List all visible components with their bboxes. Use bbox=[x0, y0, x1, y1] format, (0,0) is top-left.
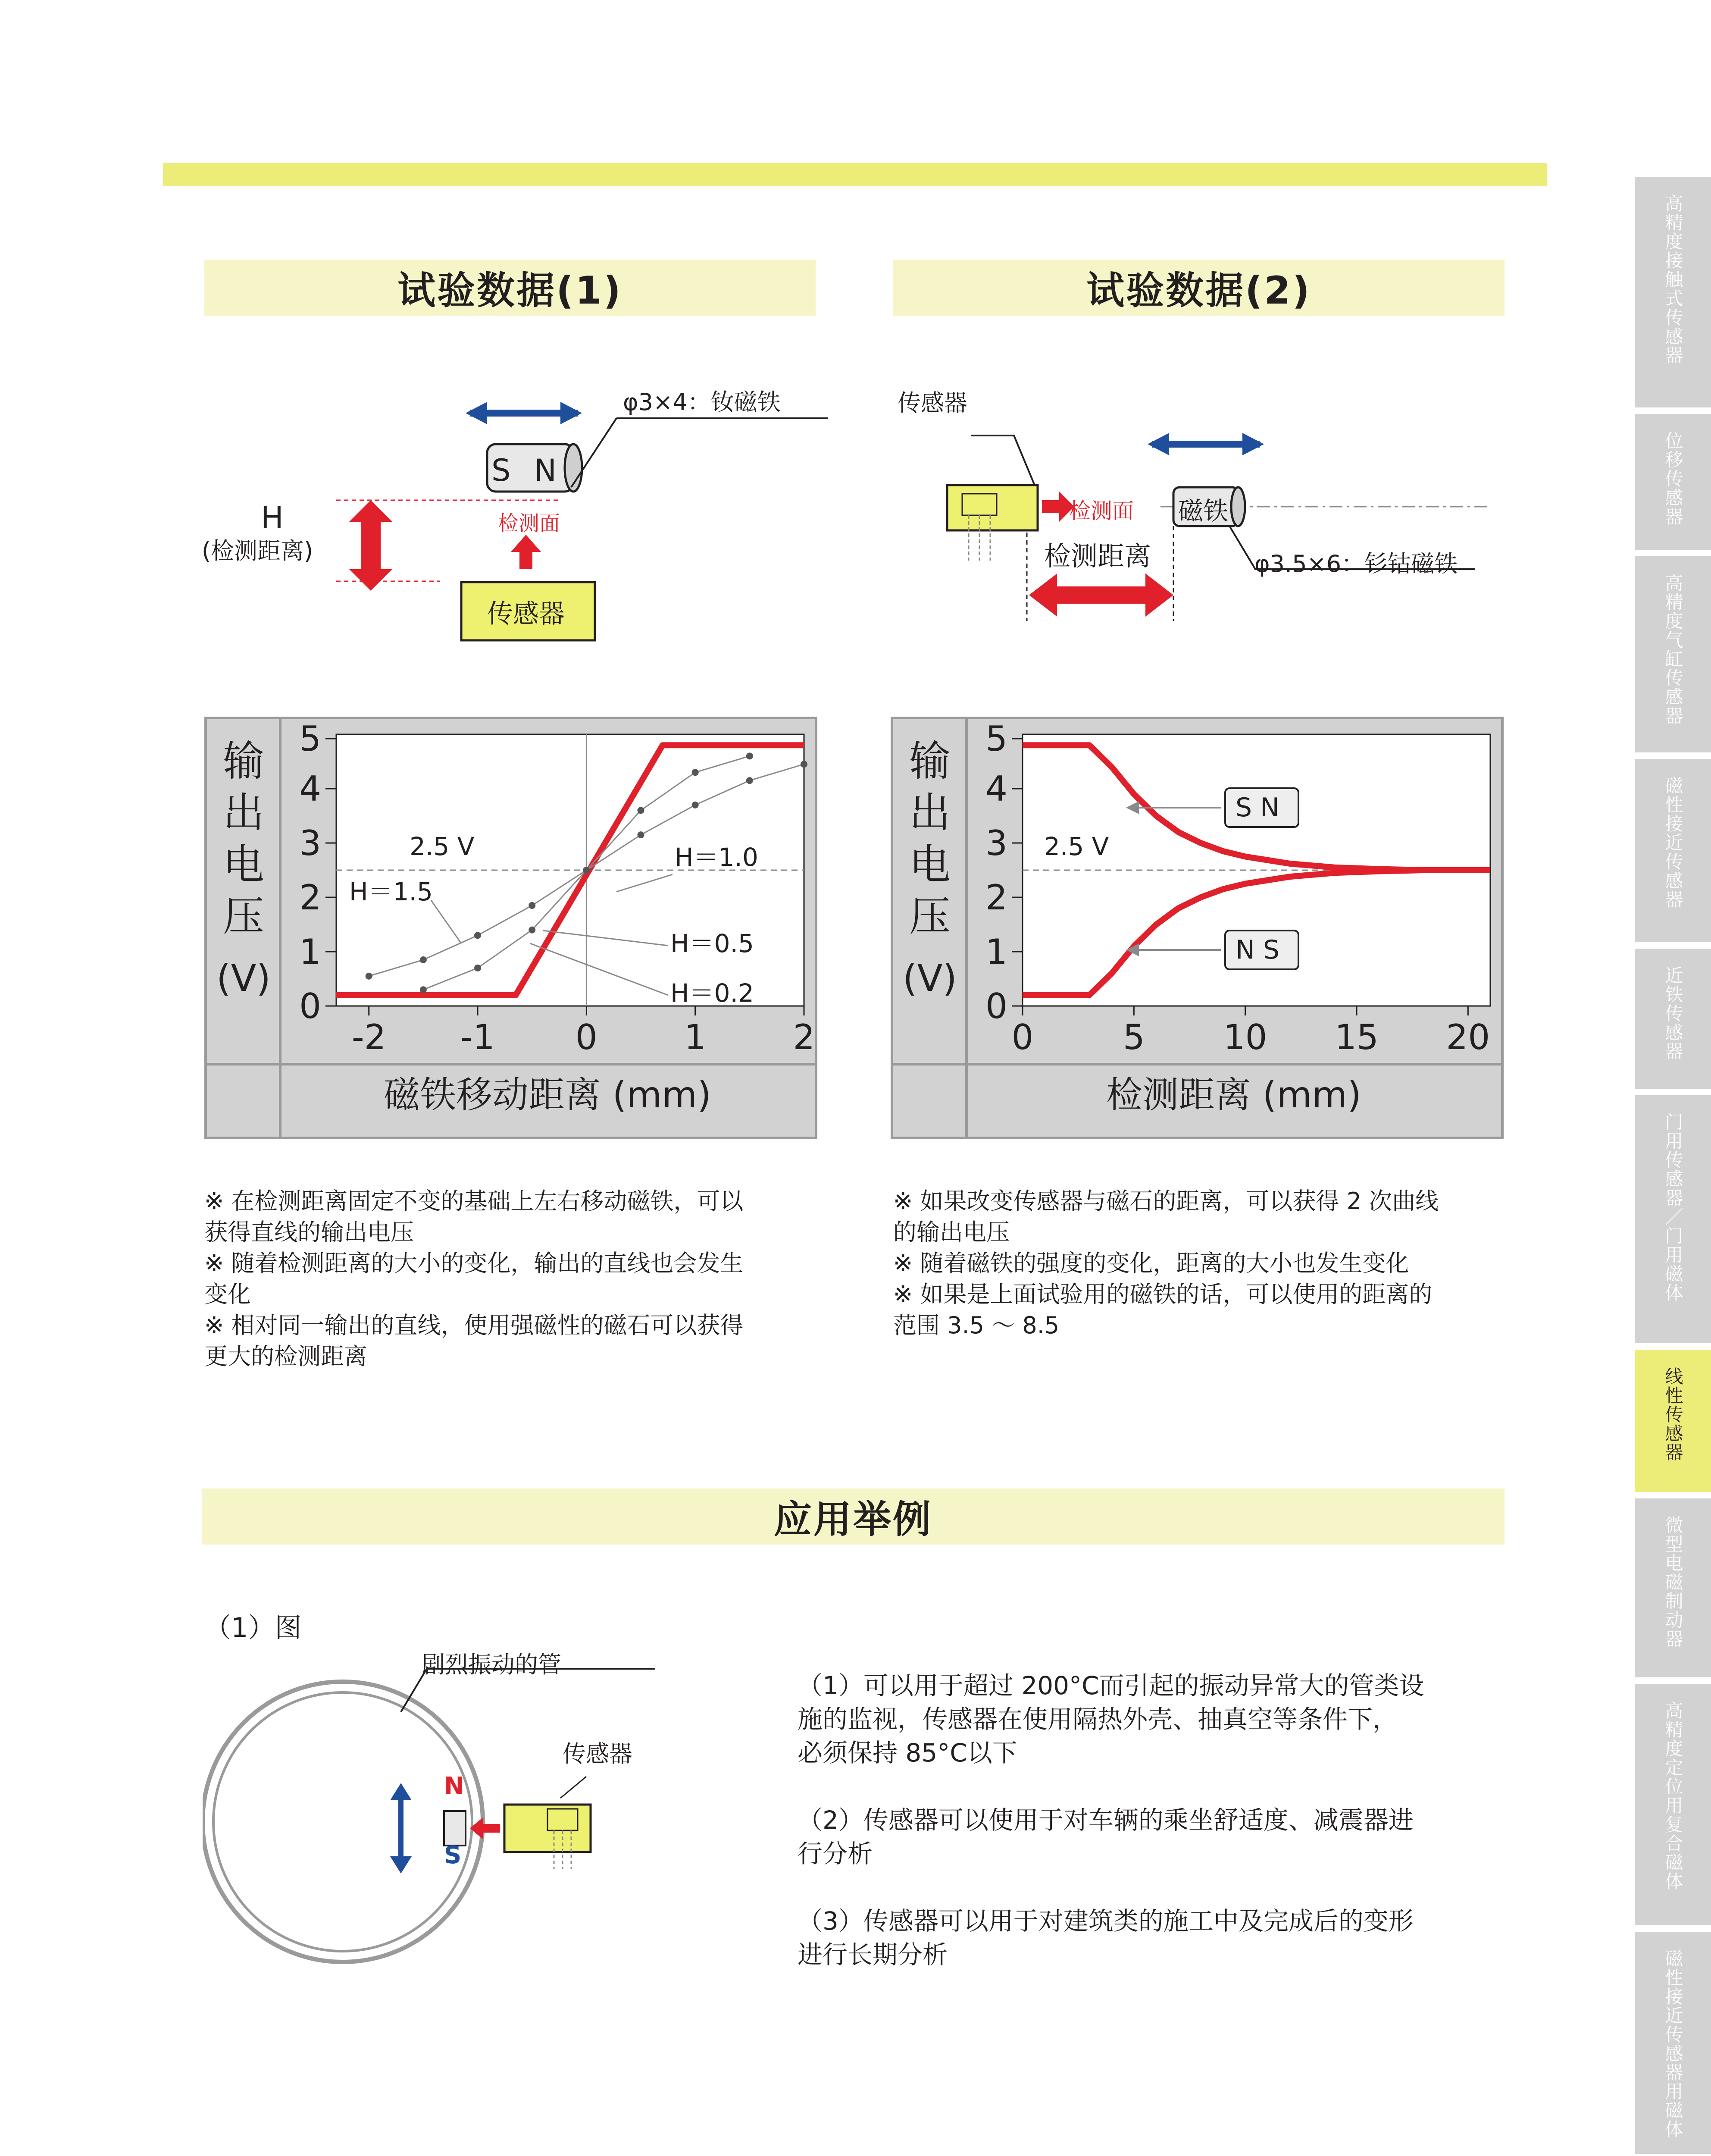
h-sub-label: (检测距离) bbox=[202, 537, 313, 564]
annotation-label: H＝1.5 bbox=[349, 877, 433, 906]
note-1-line: ※ 相对同一输出的直线，使用强磁性的磁石可以获得 bbox=[204, 1312, 744, 1339]
data-point bbox=[366, 973, 372, 980]
y-tick-label: 1 bbox=[985, 932, 1007, 972]
y-tick-label: 0 bbox=[299, 986, 321, 1026]
sidebar-item-label: 位移传感器 bbox=[1662, 431, 1684, 526]
application-item-line: 施的监视，传感器在使用隔热外壳、抽真空等条件下， bbox=[798, 1705, 1398, 1734]
chart-1 bbox=[204, 717, 817, 1139]
section-title-1-text: 试验数据(1) bbox=[397, 268, 622, 313]
sidebar-item[interactable] bbox=[1635, 1350, 1711, 1492]
chart-2-svg bbox=[893, 719, 1501, 1137]
pipe-inner bbox=[213, 1692, 472, 1951]
note-2-line: 范围 3.5 ～ 8.5 bbox=[893, 1312, 1060, 1339]
sidebar-item-label: 近铁传感器 bbox=[1662, 966, 1684, 1061]
sidebar-item[interactable] bbox=[1635, 1095, 1711, 1343]
reference-label: 2.5 V bbox=[1044, 832, 1109, 861]
x-tick-label: 20 bbox=[1446, 1017, 1490, 1057]
y-axis-label-char: 电 bbox=[223, 840, 264, 889]
application-item-line: 必须保持 85°C以下 bbox=[798, 1738, 1017, 1767]
section-title-2-text: 试验数据(2) bbox=[1086, 268, 1311, 313]
y-axis-label-char: 压 bbox=[223, 892, 264, 940]
legend-label: N S bbox=[1235, 935, 1280, 965]
data-point bbox=[692, 769, 699, 776]
data-point bbox=[529, 927, 535, 934]
sensor-2 bbox=[947, 485, 1038, 530]
data-point bbox=[746, 777, 753, 784]
data-point bbox=[801, 761, 807, 768]
x-axis-label: 检测距离 (mm) bbox=[1106, 1074, 1361, 1116]
chart-2 bbox=[891, 717, 1504, 1139]
note-2-line: ※ 如果改变传感器与磁石的距离，可以获得 2 次曲线 bbox=[893, 1188, 1439, 1215]
sidebar-item[interactable] bbox=[1635, 1684, 1711, 1925]
y-axis-label-char: 电 bbox=[909, 840, 951, 889]
sidebar-item[interactable] bbox=[1635, 1932, 1711, 2154]
distance-label: 检测距离 bbox=[1044, 540, 1151, 572]
y-axis-label-char: 输 bbox=[223, 737, 264, 785]
y-tick-label: 3 bbox=[299, 823, 321, 863]
sidebar-item-label: 磁性接近传感器 bbox=[1662, 776, 1684, 909]
x-tick-label: 0 bbox=[575, 1017, 597, 1057]
application-item-line bbox=[798, 1871, 1505, 1904]
y-tick-label: 3 bbox=[985, 823, 1007, 863]
reference-label: 2.5 V bbox=[410, 832, 475, 861]
y-tick-label: 2 bbox=[299, 877, 321, 918]
data-point bbox=[638, 807, 644, 814]
x-tick-label: 1 bbox=[684, 1017, 707, 1057]
note-1-line: ※ 随着检测距离的大小的变化，输出的直线也会发生 bbox=[204, 1250, 744, 1277]
sidebar-item[interactable] bbox=[1635, 759, 1711, 942]
annotation-label: H＝0.5 bbox=[670, 929, 754, 958]
data-point bbox=[420, 956, 427, 963]
magnet-block bbox=[444, 1811, 466, 1846]
data-point bbox=[529, 902, 535, 909]
x-axis-label: 磁铁移动距离 (mm) bbox=[384, 1074, 711, 1116]
sidebar-item-label: 高精度定位用复合磁体 bbox=[1662, 1701, 1684, 1891]
note-1-line: 更大的检测距离 bbox=[204, 1343, 367, 1370]
y-axis-unit: (V) bbox=[216, 957, 271, 1000]
notes-2 bbox=[893, 1186, 1505, 1341]
x-tick-label: 2 bbox=[793, 1017, 815, 1057]
y-tick-label: 5 bbox=[985, 719, 1007, 759]
data-point bbox=[474, 965, 481, 971]
data-point bbox=[638, 831, 644, 838]
sidebar-item[interactable] bbox=[1635, 556, 1711, 752]
annotation-label: H＝0.2 bbox=[670, 978, 754, 1008]
application-items bbox=[798, 1669, 1505, 1971]
application-item-line: （2）传感器可以使用于对车辆的乘坐舒适度、减震器进 bbox=[798, 1805, 1414, 1835]
y-tick-label: 5 bbox=[299, 719, 321, 759]
y-tick-label: 1 bbox=[299, 932, 321, 972]
chart-1-svg bbox=[207, 719, 815, 1137]
application-item-line: （1）可以用于超过 200°C而引起的振动异常大的管类设 bbox=[798, 1671, 1424, 1700]
y-axis-unit: (V) bbox=[903, 957, 957, 1000]
sensor-label-1: 传感器 bbox=[487, 599, 565, 629]
data-point bbox=[474, 932, 481, 939]
sensor-label-2: 传感器 bbox=[898, 389, 967, 417]
sidebar-item-label: 门用传感器／门用磁体 bbox=[1662, 1112, 1684, 1302]
notes-1 bbox=[204, 1186, 816, 1372]
sidebar-item-label: 微型电磁制动器 bbox=[1662, 1516, 1684, 1648]
data-point bbox=[692, 802, 699, 808]
x-tick-label: 0 bbox=[1011, 1017, 1034, 1057]
annotation-label: H＝1.0 bbox=[675, 843, 758, 872]
h-label: H bbox=[261, 500, 284, 536]
detect-face-label: 检测面 bbox=[498, 511, 560, 536]
magnet-label-2: 磁铁 bbox=[1178, 496, 1229, 526]
x-tick-label: -2 bbox=[351, 1017, 386, 1057]
note-1-line: 变化 bbox=[204, 1281, 251, 1308]
y-tick-label: 2 bbox=[985, 877, 1007, 918]
application-title bbox=[202, 1489, 1505, 1545]
note-1-line: ※ 在检测距离固定不变的基础上左右移动磁铁，可以 bbox=[204, 1188, 744, 1215]
top-accent-bar bbox=[163, 163, 1547, 186]
sidebar-item[interactable] bbox=[1635, 414, 1711, 550]
sidebar-item-label: 高精度气缸传感器 bbox=[1662, 573, 1684, 725]
application-item-line: （3）传感器可以用于对建筑类的施工中及完成后的变形 bbox=[798, 1906, 1414, 1936]
application-item-line: 行分析 bbox=[798, 1839, 873, 1868]
figure-label: （1）图 bbox=[204, 1612, 302, 1643]
y-tick-label: 0 bbox=[985, 986, 1007, 1026]
data-point bbox=[420, 986, 427, 993]
y-axis-label-char: 输 bbox=[909, 737, 951, 785]
application-item-line: 进行长期分析 bbox=[798, 1940, 948, 1969]
sensor-label-3: 传感器 bbox=[563, 1740, 632, 1767]
y-axis-label-char: 压 bbox=[909, 892, 951, 940]
note-2-line: ※ 如果是上面试验用的磁铁的话，可以使用的距离的 bbox=[893, 1281, 1433, 1308]
section-title-1 bbox=[204, 260, 816, 316]
sidebar-item-label: 线性传感器 bbox=[1662, 1367, 1684, 1462]
y-tick-label: 4 bbox=[299, 769, 321, 809]
y-axis-label-char: 出 bbox=[909, 789, 951, 837]
note-1-line: 获得直线的输出电压 bbox=[204, 1219, 414, 1246]
x-tick-label: 10 bbox=[1223, 1017, 1267, 1057]
x-tick-label: 15 bbox=[1335, 1017, 1379, 1057]
data-point bbox=[746, 752, 753, 759]
y-tick-label: 4 bbox=[985, 769, 1007, 809]
sidebar-item-label: 高精度接触式传感器 bbox=[1662, 194, 1684, 365]
application-item-line bbox=[798, 1770, 1505, 1803]
legend-label: S N bbox=[1235, 793, 1280, 823]
section-title-2 bbox=[893, 260, 1505, 316]
sidebar-item[interactable] bbox=[1635, 949, 1711, 1089]
x-tick-label: -1 bbox=[460, 1017, 495, 1057]
magnet-spec-label: φ3×4：钕磁铁 bbox=[623, 389, 781, 416]
sidebar-item-label: 磁性接近传感器用磁体 bbox=[1662, 1949, 1684, 2139]
note-2-line: 的输出电压 bbox=[893, 1219, 1010, 1246]
pipe-diagram bbox=[203, 1651, 655, 1979]
detect-face-label-2: 检测面 bbox=[1069, 498, 1134, 523]
n-pole-label: N bbox=[444, 1772, 464, 1800]
application-title-text: 应用举例 bbox=[773, 1497, 932, 1542]
s-pole-label: S bbox=[444, 1841, 462, 1869]
note-2-line: ※ 随着磁铁的强度的变化，距离的大小也发生变化 bbox=[893, 1250, 1409, 1277]
sidebar-item[interactable] bbox=[1635, 1498, 1711, 1677]
x-tick-label: 5 bbox=[1123, 1017, 1145, 1057]
y-axis-label-char: 出 bbox=[223, 789, 264, 837]
magnet-spec-label-2: φ3.5×6：钐钴磁铁 bbox=[1254, 550, 1458, 577]
h-arrow bbox=[349, 500, 392, 591]
data-point bbox=[583, 867, 590, 874]
magnet-label: S N bbox=[491, 453, 564, 488]
sidebar-item[interactable] bbox=[1635, 177, 1711, 407]
pipe-label: 剧烈振动的管 bbox=[422, 1651, 561, 1678]
